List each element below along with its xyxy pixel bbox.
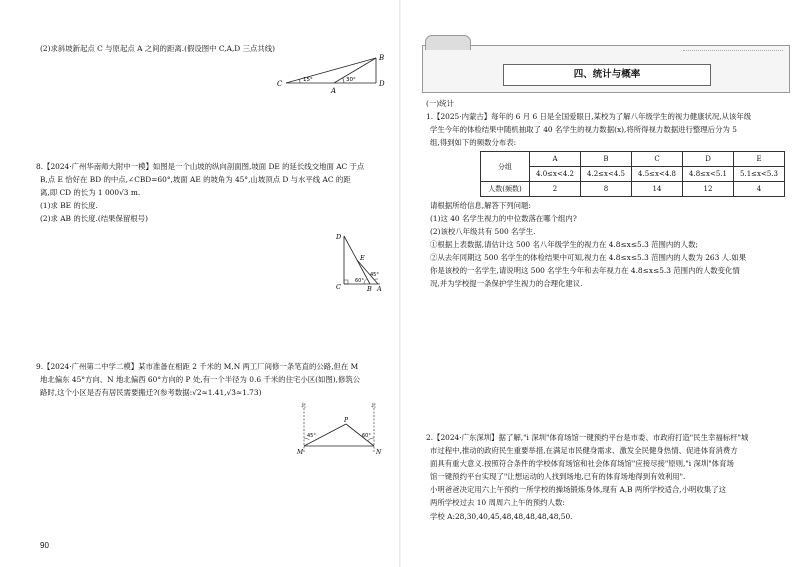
table-cell: E xyxy=(734,152,785,167)
north-label-M: 北 xyxy=(301,403,307,409)
q2-line6: 两所学校过去 10 周周六上午的预约人数: xyxy=(430,498,565,507)
label-N: N xyxy=(376,449,382,456)
angle-15: 15° xyxy=(303,77,313,83)
q9-line3: 路时,这个小区是否有居民需要搬迁?(参考数据:√2≈1.41,√3≈1.73) xyxy=(40,388,262,397)
table-cell: 4.0≤x<4.2 xyxy=(530,167,581,182)
q1-part2-sub2-line1: ②从去年同期这 500 名学生的体检结果中可知,视力在 4.8≤x≤5.3 范围内的人数为 263 人.如果 xyxy=(430,253,747,262)
q1-part1: (1)这 40 名学生视力的中位数落在哪个组内? xyxy=(430,214,577,223)
label-C: C xyxy=(336,283,341,291)
label-E: E xyxy=(360,254,365,262)
north-label-N: 北 xyxy=(371,403,377,409)
q8-line1: 8.【2024·广州华南师大附中一模】如图是一个山坡的纵向剖面图,坡面 DE 的延长线交地面 AC 于点 xyxy=(36,162,365,171)
label-D: D xyxy=(336,233,342,241)
table-row xyxy=(481,152,785,167)
angle-45: 45° xyxy=(307,433,316,439)
table-cell: 4.8≤x<5.1 xyxy=(683,167,734,182)
label-B: B xyxy=(379,54,385,62)
angle-45: 45° xyxy=(370,272,379,278)
q8-line5: (2)求 AB 的长度.(结果保留根号) xyxy=(40,214,148,223)
section-heading: (一)统计 xyxy=(426,99,454,108)
table-cell: 4.2≤x<4.5 xyxy=(581,167,632,182)
q2-line5: 小明爸爸决定用六上午预约一所学校的操场锻炼身体,现有 A,B 两所学校适合,小明收集了这 xyxy=(430,485,726,494)
figure-7-slope xyxy=(276,50,391,96)
q8-line3: 离,即 CD 的长为 1 000√3 m. xyxy=(40,188,141,197)
chapter-title: 四、统计与概率 xyxy=(573,69,641,80)
frequency-table xyxy=(480,151,785,197)
angle-60: 60° xyxy=(362,433,371,439)
header-line-decoration xyxy=(683,50,783,53)
q1-line1: 1.【2025·内蒙古】每年的 6 月 6 日是全国爱眼日,某校为了解八年级学生的视力健康状况,从该年级 xyxy=(426,112,752,121)
label-D: D xyxy=(379,80,385,88)
q8-line2: B,点 E 恰好在 BD 的中点,∠CBD=60°,坡面 AE 的坡角为 45°,山坡顶点 D 与水平线 AC 的距 xyxy=(40,175,351,184)
table-cell: 4.5≤x<4.8 xyxy=(632,167,683,182)
table-row xyxy=(481,182,785,197)
q1-instruction: 请根据所给信息,解答下列问题: xyxy=(430,201,531,210)
q2-line3: 面具有重大意义.按照符合条件的学校体育场馆和社会体育场馆"应接尽接"原则,"i 深圳"体育场 xyxy=(430,459,734,468)
table-cell: A xyxy=(530,152,581,167)
q1-line2: 学生今年的体检结果中随机抽取了 40 名学生的视力数据(x),将所得视力数据进行整理后分为 5 xyxy=(430,125,737,134)
page-number: 90 xyxy=(40,541,49,550)
figure-9-road xyxy=(290,402,390,458)
header-tab-decoration xyxy=(425,35,471,50)
label-B: B xyxy=(367,285,372,292)
label-P: P xyxy=(344,417,349,424)
table-cell: 14 xyxy=(632,182,683,197)
table-cell: 8 xyxy=(581,182,632,197)
q2-line1: 2.【2024·广东深圳】据了解,"i 深圳"体育场馆一键预约平台是市委、市政府打造"民生幸福标杆"城 xyxy=(426,433,749,442)
label-A: A xyxy=(377,285,382,292)
q9-line2: 地北偏东 45°方向、N 地北偏西 60°方向的 P 处,有一个半径为 0.6 千米的住宅小区(如图),修筑公 xyxy=(40,375,361,384)
table-header-group: 分组 xyxy=(481,152,530,182)
table-cell: 4 xyxy=(734,182,785,197)
chapter-title-box xyxy=(503,64,711,86)
table-cell: B xyxy=(581,152,632,167)
table-cell: C xyxy=(632,152,683,167)
q1-part2: (2)该校八年级共有 500 名学生. xyxy=(430,227,536,236)
q2-line2: 市过程中,推动的政府民生重要举措,在满足市民健身需求、激发全民健身热情、促进体育消费方 xyxy=(430,446,738,455)
chapter-header xyxy=(422,45,790,93)
label-A: A xyxy=(331,87,337,95)
figure-8-hill xyxy=(330,232,390,292)
q8-line4: (1)求 BE 的长度. xyxy=(40,201,98,210)
label-M: M xyxy=(297,449,304,456)
q2-school-a-data: 学校 A:28,30,40,45,48,48,48,48,48,50. xyxy=(430,512,573,521)
right-page xyxy=(400,0,800,567)
q1-part2-sub2-line3: 况,并为学校提一条保护学生视力的合理化建议. xyxy=(430,279,583,288)
angle-60: 60° xyxy=(355,278,364,284)
table-cell: 12 xyxy=(683,182,734,197)
q7-part2: (2)求斜坡新起点 C 与原起点 A 之间的距离.(假设图中 C,A,D 三点共线) xyxy=(40,44,276,53)
label-C: C xyxy=(277,80,283,88)
q1-line3: 组,得到如下的频数分布表: xyxy=(430,138,517,147)
table-header-count: 人数(频数) xyxy=(481,182,530,197)
q1-part2-sub1: ①根据上表数据,请估计这 500 名八年级学生的视力在 4.8≤x≤5.3 范围内的人数; xyxy=(430,240,698,249)
angle-30: 30° xyxy=(346,77,356,83)
q9-line1: 9.【2024·广州第二中学二模】某市准备在相距 2 千米的 M,N 两工厂间修一条笔直的公路,但在 M xyxy=(36,362,359,371)
table-cell: D xyxy=(683,152,734,167)
q1-part2-sub2-line2: 你是该校的一名学生,请说明这 500 名学生今年和去年视力在 4.8≤x≤5.3 范围内的人数变化情 xyxy=(430,266,740,275)
q2-line4: 馆一键预约平台实现了"让想运动的人找到场地,已有的体育场地得到有效利用". xyxy=(430,472,686,481)
table-cell: 5.1≤x<5.3 xyxy=(734,167,785,182)
table-cell: 2 xyxy=(530,182,581,197)
